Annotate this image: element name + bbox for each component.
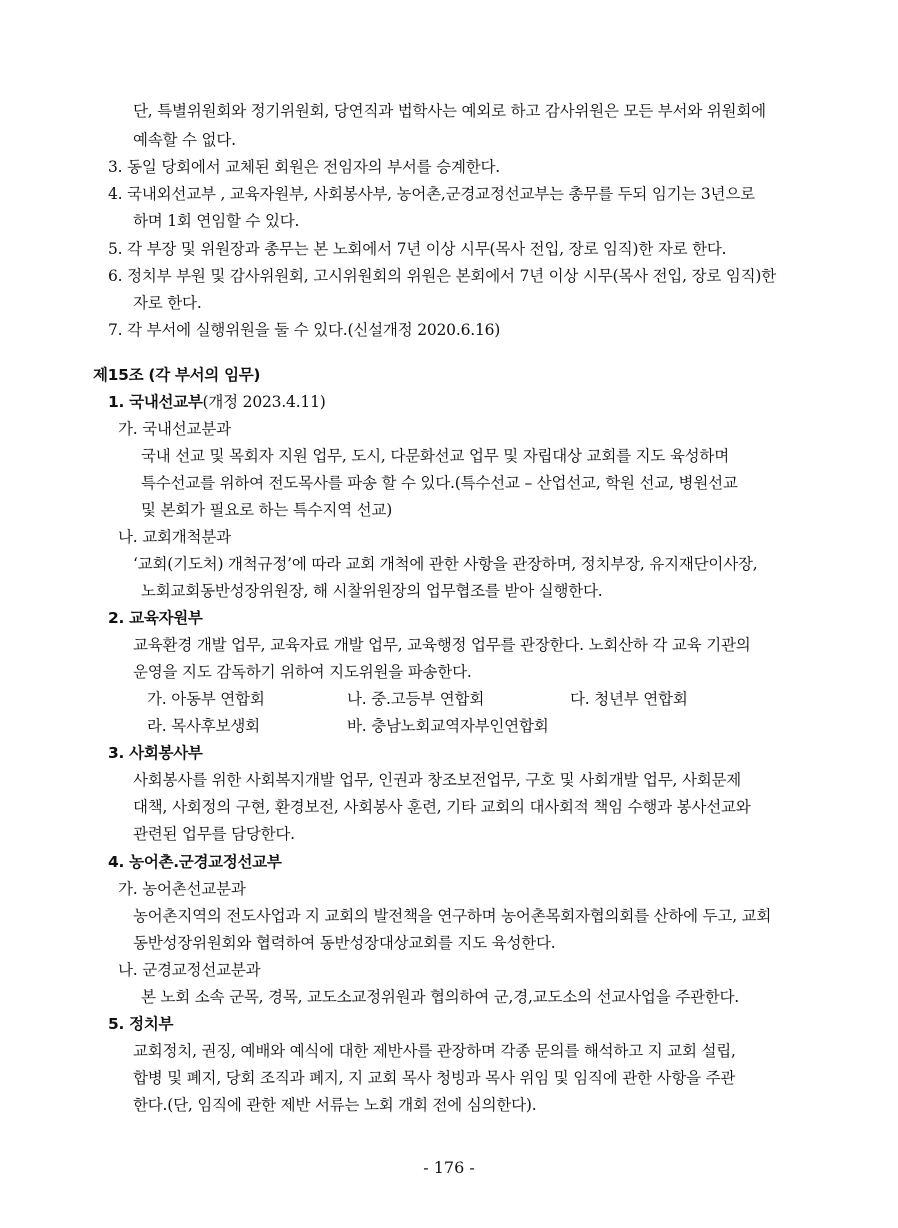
section-heading: 1. 국내선교부 [108, 393, 203, 411]
text-line: 자로 한다. [133, 294, 202, 312]
subsection-heading: 나. 군경교정선교분과 [118, 961, 261, 979]
text-line: 특수선교를 위하여 전도목사를 파송 할 수 있다.(특수선교 – 산업선교, 학원 선교, 병원선교 [141, 474, 738, 492]
sub-item: 다. 청년부 연합회 [570, 690, 688, 708]
list-item: 5. 각 부장 및 위원장과 총무는 본 노회에서 7년 이상 시무(목사 전입, 장로 임직)한 자로 한다. [108, 240, 727, 258]
text-line: 및 본회가 필요로 하는 특수지역 선교) [141, 501, 393, 519]
section-heading: 5. 정치부 [108, 1015, 174, 1033]
list-item: 4. 국내외선교부 , 교육자원부, 사회봉사부, 농어촌,군경교정선교부는 총무를 두되 임기는 3년으로 [108, 185, 755, 203]
text-line: 교육환경 개발 업무, 교육자료 개발 업무, 교육행정 업무를 관장한다. 노회산하 각 교육 기관의 [133, 636, 751, 654]
text-line: 단, 특별위원회와 정기위원회, 당연직과 법학사는 예외로 하고 감사위원은 모든 부서와 위원회에 [133, 102, 766, 120]
text-line: 한다.(단, 임직에 관한 제반 서류는 노회 개회 전에 심의한다). [133, 1096, 537, 1114]
text-line: 예속할 수 없다. [133, 131, 236, 149]
text-line: 노회교회동반성장위원장, 해 시찰위원장의 업무협조를 받아 실행한다. [141, 582, 603, 600]
subsection-heading: 가. 국내선교분과 [118, 420, 231, 438]
text-line: 사회봉사를 위한 사회복지개발 업무, 인권과 창조보전업무, 구호 및 사회개발 업무, 사회문제 [133, 771, 742, 789]
list-item: 6. 정치부 부원 및 감사위원회, 고시위원회의 위원은 본회에서 7년 이상 시무(목사 전입, 장로 임직)한 [108, 267, 777, 285]
revision-note: (개정 2023.4.11) [202, 393, 326, 411]
text-line: 동반성장위원회와 협력하여 동반성장대상교회를 지도 육성한다. [133, 934, 556, 952]
section-heading: 2. 교육자원부 [108, 609, 203, 627]
subsection-heading: 나. 교회개척분과 [118, 528, 231, 546]
subsection-heading: 가. 농어촌선교분과 [118, 880, 246, 898]
section-heading-row [108, 392, 326, 412]
section-heading: 3. 사회봉사부 [108, 744, 203, 762]
text-line: 농어촌지역의 전도사업과 지 교회의 발전책을 연구하며 농어촌목회자협의회를 산하에 두고, 교회 [133, 907, 772, 925]
text-line: 관련된 업무를 담당한다. [133, 825, 295, 843]
text-line: 교회정치, 권징, 예배와 예식에 대한 제반사를 관장하며 각종 문의를 해석하고 지 교회 설립, [133, 1042, 736, 1060]
page-number: - 176 - [423, 1158, 475, 1177]
text-line: 대책, 사회정의 구현, 환경보전, 사회봉사 훈련, 기타 교회의 대사회적 책임 수행과 봉사선교와 [133, 798, 751, 816]
sub-item: 나. 중.고등부 연합회 [347, 690, 485, 708]
sub-item: 라. 목사후보생회 [147, 717, 260, 735]
section-heading: 4. 농어촌.군경교정선교부 [108, 853, 282, 871]
text-line: 본 노회 소속 군목, 경목, 교도소교정위원과 협의하여 군,경,교도소의 선교사업을 주관한다. [141, 988, 740, 1006]
text-line: 운영을 지도 감독하기 위하여 지도위원을 파송한다. [133, 663, 472, 681]
sub-item: 가. 아동부 연합회 [147, 690, 265, 708]
list-item: 7. 각 부서에 실행위원을 둘 수 있다.(신설개정 2020.6.16) [108, 321, 501, 339]
text-line: 하며 1회 연임할 수 있다. [133, 212, 300, 230]
text-line: 국내 선교 및 목회자 지원 업무, 도시, 다문화선교 업무 및 자립대상 교회를 지도 육성하며 [141, 447, 729, 465]
text-line: ‘교회(기도처) 개척규정’에 따라 교회 개척에 관한 사항을 관장하며, 정치부장, 유지재단이사장, [133, 555, 758, 573]
list-item: 3. 동일 당회에서 교체된 회원은 전임자의 부서를 승계한다. [108, 158, 500, 176]
sub-item: 바. 충남노회교역자부인연합회 [347, 717, 549, 735]
article-heading: 제15조 (각 부서의 임무) [93, 366, 261, 384]
text-line: 합병 및 폐지, 당회 조직과 폐지, 지 교회 목사 청빙과 목사 위임 및 임직에 관한 사항을 주관 [133, 1069, 736, 1087]
